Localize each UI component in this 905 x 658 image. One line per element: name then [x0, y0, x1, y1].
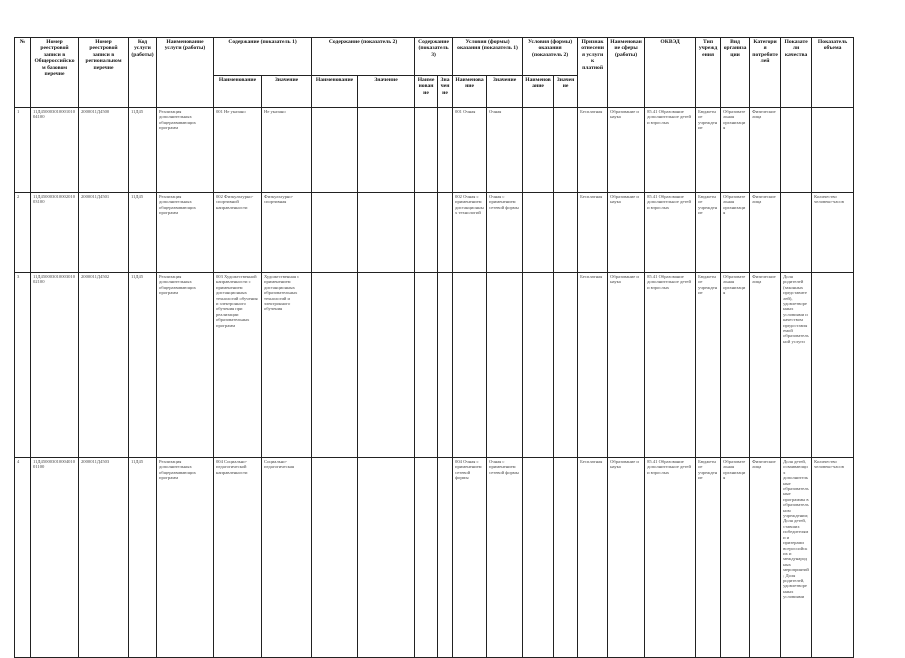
cell-cond2-value — [554, 458, 578, 658]
cell-name: Реализация дополнительных общеразвивающих программ — [157, 273, 214, 458]
cell-okved: 85.41 Образование дополнительное детей и взрослых — [645, 273, 696, 458]
cell-code: 11Д45 — [129, 193, 157, 273]
cell-content2-name — [312, 458, 358, 658]
table-row — [15, 108, 895, 193]
cell-org-type: Образовательная организация — [721, 273, 750, 458]
cell-reg-num: 11Д45000301000101004100 — [31, 108, 79, 193]
cell-consumers: Физические лица — [750, 273, 781, 458]
cell-reg-num-regional: 2000011Д4502 — [79, 273, 129, 458]
cell-quality: Доля детей, осваивающих дополнительные образовательные программы в образовательном учреждении; Доля детей, ставших победителями и призерами всероссийских и международных мероприятий; Доля родителей, удовлетворенных условиями — [781, 458, 812, 658]
cell-type: Бюджетное учреждение — [696, 458, 721, 658]
cell-content1-name: 004 Социально-педагогической направленности — [214, 458, 262, 658]
cell-cond2-value — [554, 193, 578, 273]
cell-cond2-value — [554, 273, 578, 458]
header-type: Тип учреждения — [696, 38, 721, 108]
cell-cond2-name — [523, 458, 554, 658]
cell-cond1-value: Очная с применением сетевой формы — [487, 458, 523, 658]
cell-content3-value — [438, 193, 453, 273]
cell-type: Бюджетное учреждение — [696, 193, 721, 273]
cell-sphere: Образование и наука — [608, 458, 645, 658]
cell-payment: Бесплатная — [578, 193, 608, 273]
table-row — [15, 193, 895, 273]
registry-document — [14, 37, 894, 658]
cell-volume — [812, 273, 854, 458]
cell-content2-name — [312, 193, 358, 273]
cell-cond1-name: 004 Очная с применением сетевой формы — [453, 458, 487, 658]
table-row — [15, 458, 895, 658]
header-okved: ОКВЭД — [645, 38, 696, 108]
subheader-name: Наименование — [523, 76, 554, 108]
cell-payment: Бесплатная — [578, 273, 608, 458]
header-content1: Содержание (показатель 1) — [214, 38, 312, 76]
header-quality: Показатели качества — [781, 38, 812, 108]
cell-cond2-name — [523, 273, 554, 458]
cell-reg-num-regional: 2000011Д4500 — [79, 108, 129, 193]
cell-content2-value — [358, 108, 415, 193]
cell-reg-num-regional: 2000011Д4501 — [79, 193, 129, 273]
table-row — [15, 273, 895, 458]
cell-payment: Бесплатная — [578, 458, 608, 658]
subheader-value: Значение — [358, 76, 415, 108]
cell-content3-name — [415, 108, 438, 193]
cell-content3-value — [438, 108, 453, 193]
registry-table — [14, 37, 895, 658]
cell-payment: Бесплатная — [578, 108, 608, 193]
subheader-name: Наименование — [453, 76, 487, 108]
cell-okved: 85.41 Образование дополнительное детей и взрослых — [645, 458, 696, 658]
cell-volume — [812, 108, 854, 193]
cell-quality — [781, 108, 812, 193]
cell-reg-num: 11Д45000301000401001100 — [31, 458, 79, 658]
cell-n: 1 — [15, 108, 31, 193]
cell-content1-name: 002 Физкультурно-спортивной направленности — [214, 193, 262, 273]
cell-content2-name — [312, 108, 358, 193]
subheader-name: Наименование — [214, 76, 262, 108]
cell-content2-value — [358, 273, 415, 458]
cell-content3-value — [438, 273, 453, 458]
header-content2: Содержание (показатель 2) — [312, 38, 415, 76]
cell-name: Реализация дополнительных общеразвивающих программ — [157, 108, 214, 193]
header-code: Код услуги (работы) — [129, 38, 157, 108]
cell-reg-num: 11Д45000301000201003100 — [31, 193, 79, 273]
header-volume: Показатель объема — [812, 38, 854, 108]
cell-org-type: Образовательная организация — [721, 108, 750, 193]
cell-cond2-value — [554, 108, 578, 193]
header-sphere: Наименование сферы (работы) — [608, 38, 645, 108]
cell-content3-name — [415, 273, 438, 458]
header-org-type: Вид организации — [721, 38, 750, 108]
cell-name: Реализация дополнительных общеразвивающих программ — [157, 193, 214, 273]
header-reg-num-regional: Номер реестровой записи в региональном перечне — [79, 38, 129, 108]
cell-type: Бюджетное учреждение — [696, 108, 721, 193]
header-cond2: Условия (формы) оказания (показатель 2) — [523, 38, 578, 76]
cell-volume: Количество человеко-часов — [812, 193, 854, 273]
subheader-value: Значение — [262, 76, 312, 108]
cell-volume: Количество человеко-часов — [812, 458, 854, 658]
cell-sphere: Образование и наука — [608, 193, 645, 273]
cell-cond1-name: 002 Очная с применением дистанционных технологий — [453, 193, 487, 273]
header-content3: Содержание (показатель 3) — [415, 38, 453, 76]
cell-content1-name: 001 Не указано — [214, 108, 262, 193]
cell-content3-name — [415, 458, 438, 658]
cell-content3-value — [438, 458, 453, 658]
cell-sphere: Образование и наука — [608, 273, 645, 458]
cell-code: 11Д45 — [129, 273, 157, 458]
cell-n: 3 — [15, 273, 31, 458]
cell-cond2-name — [523, 193, 554, 273]
subheader-value: Значение — [487, 76, 523, 108]
cell-cond2-name — [523, 108, 554, 193]
cell-org-type: Образовательная организация — [721, 193, 750, 273]
subheader-value: Значение — [438, 76, 453, 108]
cell-type: Бюджетное учреждение — [696, 273, 721, 458]
cell-name: Реализация дополнительных общеразвивающих программ — [157, 458, 214, 658]
cell-cond1-value: Очная с применением сетевой формы — [487, 193, 523, 273]
cell-code: 11Д45 — [129, 458, 157, 658]
header-row — [15, 38, 895, 76]
cell-quality: Доля родителей (законных представителей), удовлетворенных условиями и качеством предоставляемой образовательной услуги — [781, 273, 812, 458]
cell-n: 4 — [15, 458, 31, 658]
cell-consumers: Физические лица — [750, 193, 781, 273]
cell-content1-value: Социально-педагогическая — [262, 458, 312, 658]
header-consumers: Категория потребителей — [750, 38, 781, 108]
cell-cond1-value: Очная — [487, 108, 523, 193]
cell-code: 11Д45 — [129, 108, 157, 193]
cell-content1-value: Художественная с применением дистанционных образовательных технологий и электронного обучения — [262, 273, 312, 458]
header-n: № — [15, 38, 31, 108]
header-payment: Признак отнесения услуги к платной — [578, 38, 608, 108]
cell-org-type: Образовательная организация — [721, 458, 750, 658]
cell-content2-name — [312, 273, 358, 458]
cell-cond1-value — [487, 273, 523, 458]
cell-sphere: Образование и наука — [608, 108, 645, 193]
cell-consumers: Физические лица — [750, 458, 781, 658]
cell-reg-num-regional: 2000011Д4503 — [79, 458, 129, 658]
cell-n: 2 — [15, 193, 31, 273]
cell-quality — [781, 193, 812, 273]
cell-consumers: Физические лица — [750, 108, 781, 193]
cell-content3-name — [415, 193, 438, 273]
header-name: Наименование услуги (работы) — [157, 38, 214, 108]
cell-cond1-name: 001 Очная — [453, 108, 487, 193]
cell-reg-num: 11Д45000301000301002100 — [31, 273, 79, 458]
header-cond1: Условия (формы) оказания (показатель 1) — [453, 38, 523, 76]
cell-content2-value — [358, 458, 415, 658]
cell-content2-value — [358, 193, 415, 273]
subheader-name: Наименование — [415, 76, 438, 108]
cell-content1-value: Не указано — [262, 108, 312, 193]
subheader-name: Наименование — [312, 76, 358, 108]
cell-okved: 85.41 Образование дополнительное детей и взрослых — [645, 193, 696, 273]
cell-okved: 85.41 Образование дополнительное детей и взрослых — [645, 108, 696, 193]
cell-cond1-name — [453, 273, 487, 458]
cell-content1-name: 003 Художественной направленности с применением дистанционных технологий обучения и электронного обучения при реализации образовательных программ — [214, 273, 262, 458]
cell-content1-value: Физкультурно-спортивная — [262, 193, 312, 273]
header-reg-num: Номер реестровой записи в Общероссийском базовом перечне — [31, 38, 79, 108]
subheader-value: Значение — [554, 76, 578, 108]
